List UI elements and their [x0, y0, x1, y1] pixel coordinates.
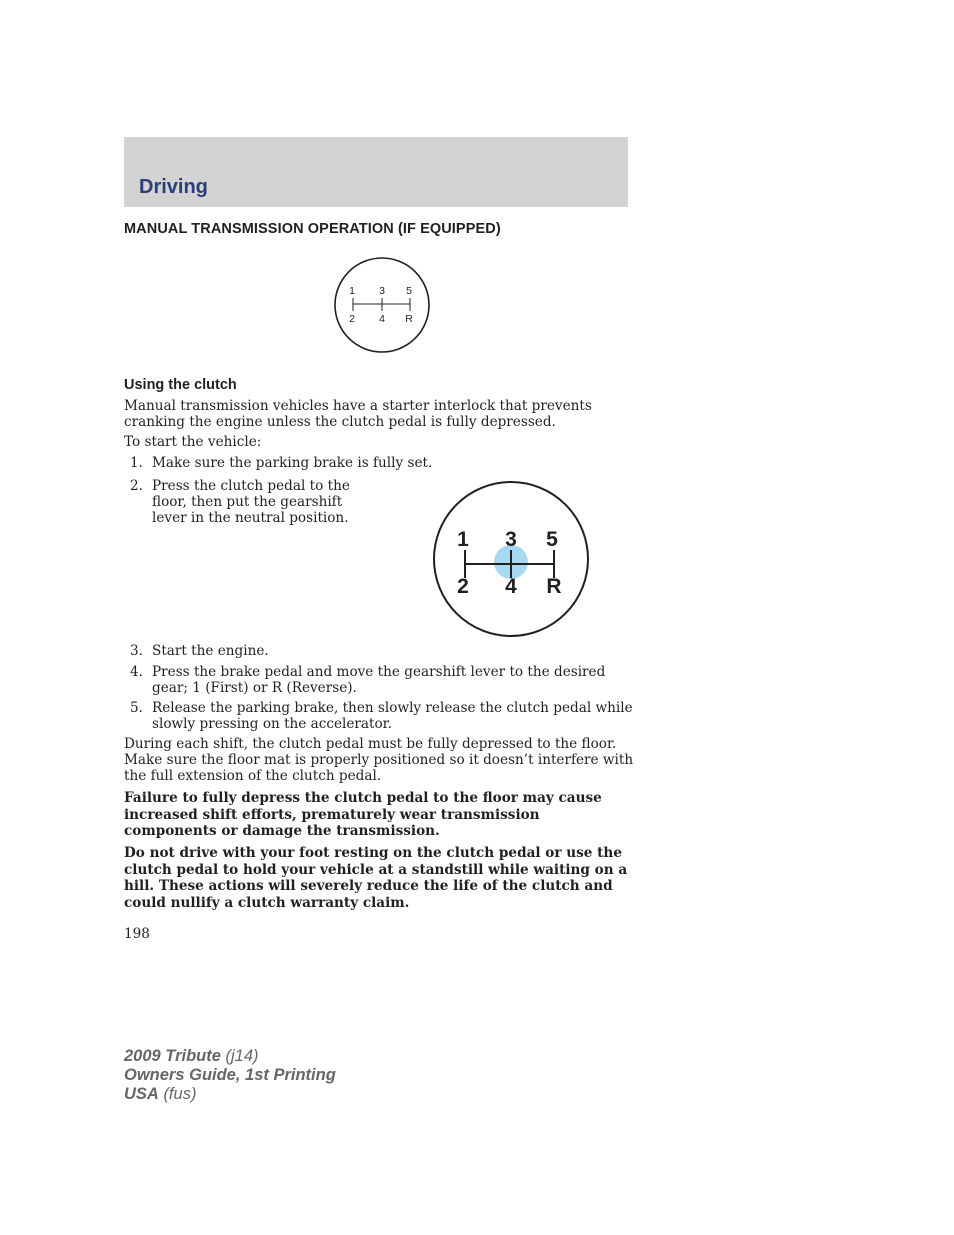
warning-shift-efforts: [124, 790, 630, 840]
step-2-line-2: floor, then put the gearshift: [152, 494, 343, 510]
shift-note-line-1: During each shift, the clutch pedal must be fully depressed to the floor.: [124, 736, 617, 752]
shift-note-paragraph: [124, 736, 634, 784]
clutch-subheading: Using the clutch: [124, 377, 237, 393]
small-gear-2: 2: [349, 313, 355, 325]
step-number: 5.: [130, 700, 143, 716]
page-heading: MANUAL TRANSMISSION OPERATION (IF EQUIPPED): [124, 221, 501, 237]
large-gear-5: 5: [546, 528, 558, 551]
small-gear-1: 1: [349, 285, 355, 297]
footer-market: USA: [124, 1085, 159, 1103]
small-gear-5: 5: [406, 285, 412, 297]
small-gear-4: 4: [379, 313, 385, 325]
step-text: [152, 700, 633, 732]
warning-1-line-1: Failure to fully depress the clutch pedal to the floor may cause: [124, 790, 602, 806]
step-text: Start the engine.: [152, 643, 269, 659]
large-gear-3: 3: [505, 528, 517, 551]
shift-note-line-3: the full extension of the clutch pedal.: [124, 768, 382, 784]
warning-1-line-3: components or damage the transmission.: [124, 823, 440, 839]
warning-2-line-3: hill. These actions will severely reduce the life of the clutch and: [124, 878, 613, 894]
footer-model-code: (j14): [225, 1047, 259, 1065]
footer-market-code: (fus): [163, 1085, 197, 1103]
step-2-line-1: Press the clutch pedal to the: [152, 478, 350, 494]
step-number: 3.: [130, 643, 143, 659]
small-gear-r: R: [405, 313, 413, 325]
footer-model: 2009 Tribute: [124, 1047, 221, 1065]
step-5-line-2: slowly pressing on the accelerator.: [152, 716, 393, 732]
step-number: 1.: [130, 455, 143, 471]
step-text: [152, 478, 392, 526]
warning-2-line-1: Do not drive with your foot resting on the clutch pedal or use the: [124, 845, 622, 861]
small-gear-3: 3: [379, 285, 385, 297]
footer-guide: Owners Guide, 1st Printing: [124, 1066, 336, 1084]
shift-note-line-2: Make sure the floor mat is properly positioned so it doesn’t interfere with: [124, 752, 634, 768]
large-gear-1: 1: [457, 528, 469, 551]
step-number: 4.: [130, 664, 143, 680]
to-start-text: To start the vehicle:: [124, 434, 262, 450]
step-5-line-1: Release the parking brake, then slowly release the clutch pedal while: [152, 700, 633, 716]
intro-line-2: cranking the engine unless the clutch pedal is fully depressed.: [124, 414, 556, 430]
large-gear-4: 4: [505, 575, 517, 598]
small-shift-pattern-diagram: [332, 256, 432, 354]
warning-1-line-2: increased shift efforts, prematurely wear transmission: [124, 806, 540, 823]
intro-line-1: Manual transmission vehicles have a starter interlock that prevents: [124, 398, 592, 414]
warning-2-line-4: could nullify a clutch warranty claim.: [124, 894, 410, 911]
large-gear-r: R: [546, 575, 562, 598]
large-gear-2: 2: [457, 575, 469, 598]
step-text: [152, 664, 605, 696]
page-number: 198: [124, 926, 150, 942]
step-text: Make sure the parking brake is fully set.: [152, 455, 433, 471]
warning-foot-resting: [124, 845, 630, 911]
print-footer: [124, 1047, 336, 1104]
step-2-line-3: lever in the neutral position.: [152, 510, 349, 526]
warning-2-line-2: clutch pedal to hold your vehicle at a standstill while waiting on a: [124, 861, 628, 878]
intro-paragraph: [124, 398, 630, 430]
step-4-line-1: Press the brake pedal and move the gearshift lever to the desired: [152, 664, 606, 680]
step-number: 2.: [130, 478, 143, 494]
section-title: Driving: [139, 176, 208, 198]
large-shift-pattern-diagram: [432, 480, 592, 640]
step-4-line-2: gear; 1 (First) or R (Reverse).: [152, 680, 357, 696]
